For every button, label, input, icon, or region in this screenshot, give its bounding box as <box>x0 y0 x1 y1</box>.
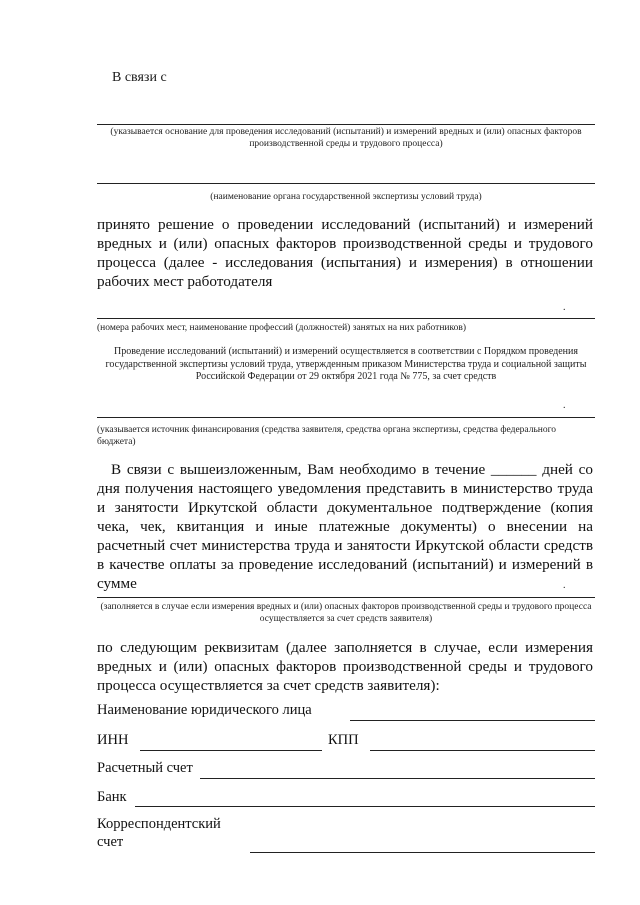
inn-line[interactable] <box>140 750 322 751</box>
amount-dot: . <box>563 580 566 591</box>
legal-name-line[interactable] <box>350 720 595 721</box>
workplaces-dot: . <box>563 302 566 313</box>
source-dot: . <box>563 400 566 411</box>
amount-caption: (заполняется в случае если измерения вредных и (или) опасных факторов производственной среды и трудового процесса осуществляется за счет средств заявителя) <box>100 602 592 624</box>
bank-line[interactable] <box>135 806 595 807</box>
basis-caption: (указывается основание для проведения исследований (испытаний) и измерений вредных и (или) опасных факторов производственной среды и трудового процесса) <box>110 127 582 149</box>
source-caption: (указывается источник финансирования (средства заявителя, средства органа экспертизы, средства федерального бюджета) <box>97 425 557 447</box>
legal-name-label: Наименование юридического лица <box>97 702 312 718</box>
account-line[interactable] <box>200 778 595 779</box>
workplaces-line <box>97 318 595 319</box>
corr-account-label-1: Корреспондентский <box>97 816 221 832</box>
decision-paragraph: принято решение о проведении исследований (испытаний) и измерений вредных и (или) опасных факторов производственной среды и трудового процесса (далее - исследования (испытания) и измерения) в отношении рабочих мест работодателя <box>97 216 593 290</box>
kpp-line[interactable] <box>370 750 595 751</box>
inn-label: ИНН <box>97 732 129 748</box>
payment-paragraph: В связи с вышеизложенным, Вам необходимо в течение ______ дней со дня получения настоящего уведомления представить в министерство труда и занятости Иркутской области документальное подтверждение (копия чека, чек, квитанция и иные платежные документы) о внесении на расчетный счет министерства труда и занятости Иркутской области средств в качестве оплаты за проведение исследований (испытаний) и измерений в сумме <box>97 461 593 592</box>
organ-caption: (наименование органа государственной экспертизы условий труда) <box>210 192 482 202</box>
account-label: Расчетный счет <box>97 760 193 776</box>
amount-line <box>97 597 595 598</box>
requisites-paragraph: по следующим реквизитам (далее заполняется в случае, если измерения вредных и (или) опасных факторов производственной среды и трудового процесса осуществляется за счет средств заявителя): <box>97 639 593 694</box>
source-line <box>97 417 595 418</box>
corr-account-line[interactable] <box>250 852 595 853</box>
kpp-label: КПП <box>328 732 359 748</box>
intro-text: В связи с <box>112 70 167 85</box>
basis-line <box>97 124 595 125</box>
corr-account-label-2: счет <box>97 834 124 850</box>
workplaces-caption: (номера рабочих мест, наименование профессий (должностей) занятых на них работников) <box>97 323 467 333</box>
order-paragraph: Проведение исследований (испытаний) и измерений осуществляется в соответствии с Порядком проведения государственной экспертизы условий труда, утвержденным приказом Министерства труда и социальной защиты Российской Федерации от 29 октября 2021 года № 775, за счет средств <box>105 346 587 382</box>
organ-line <box>97 183 595 184</box>
bank-label: Банк <box>97 789 127 805</box>
